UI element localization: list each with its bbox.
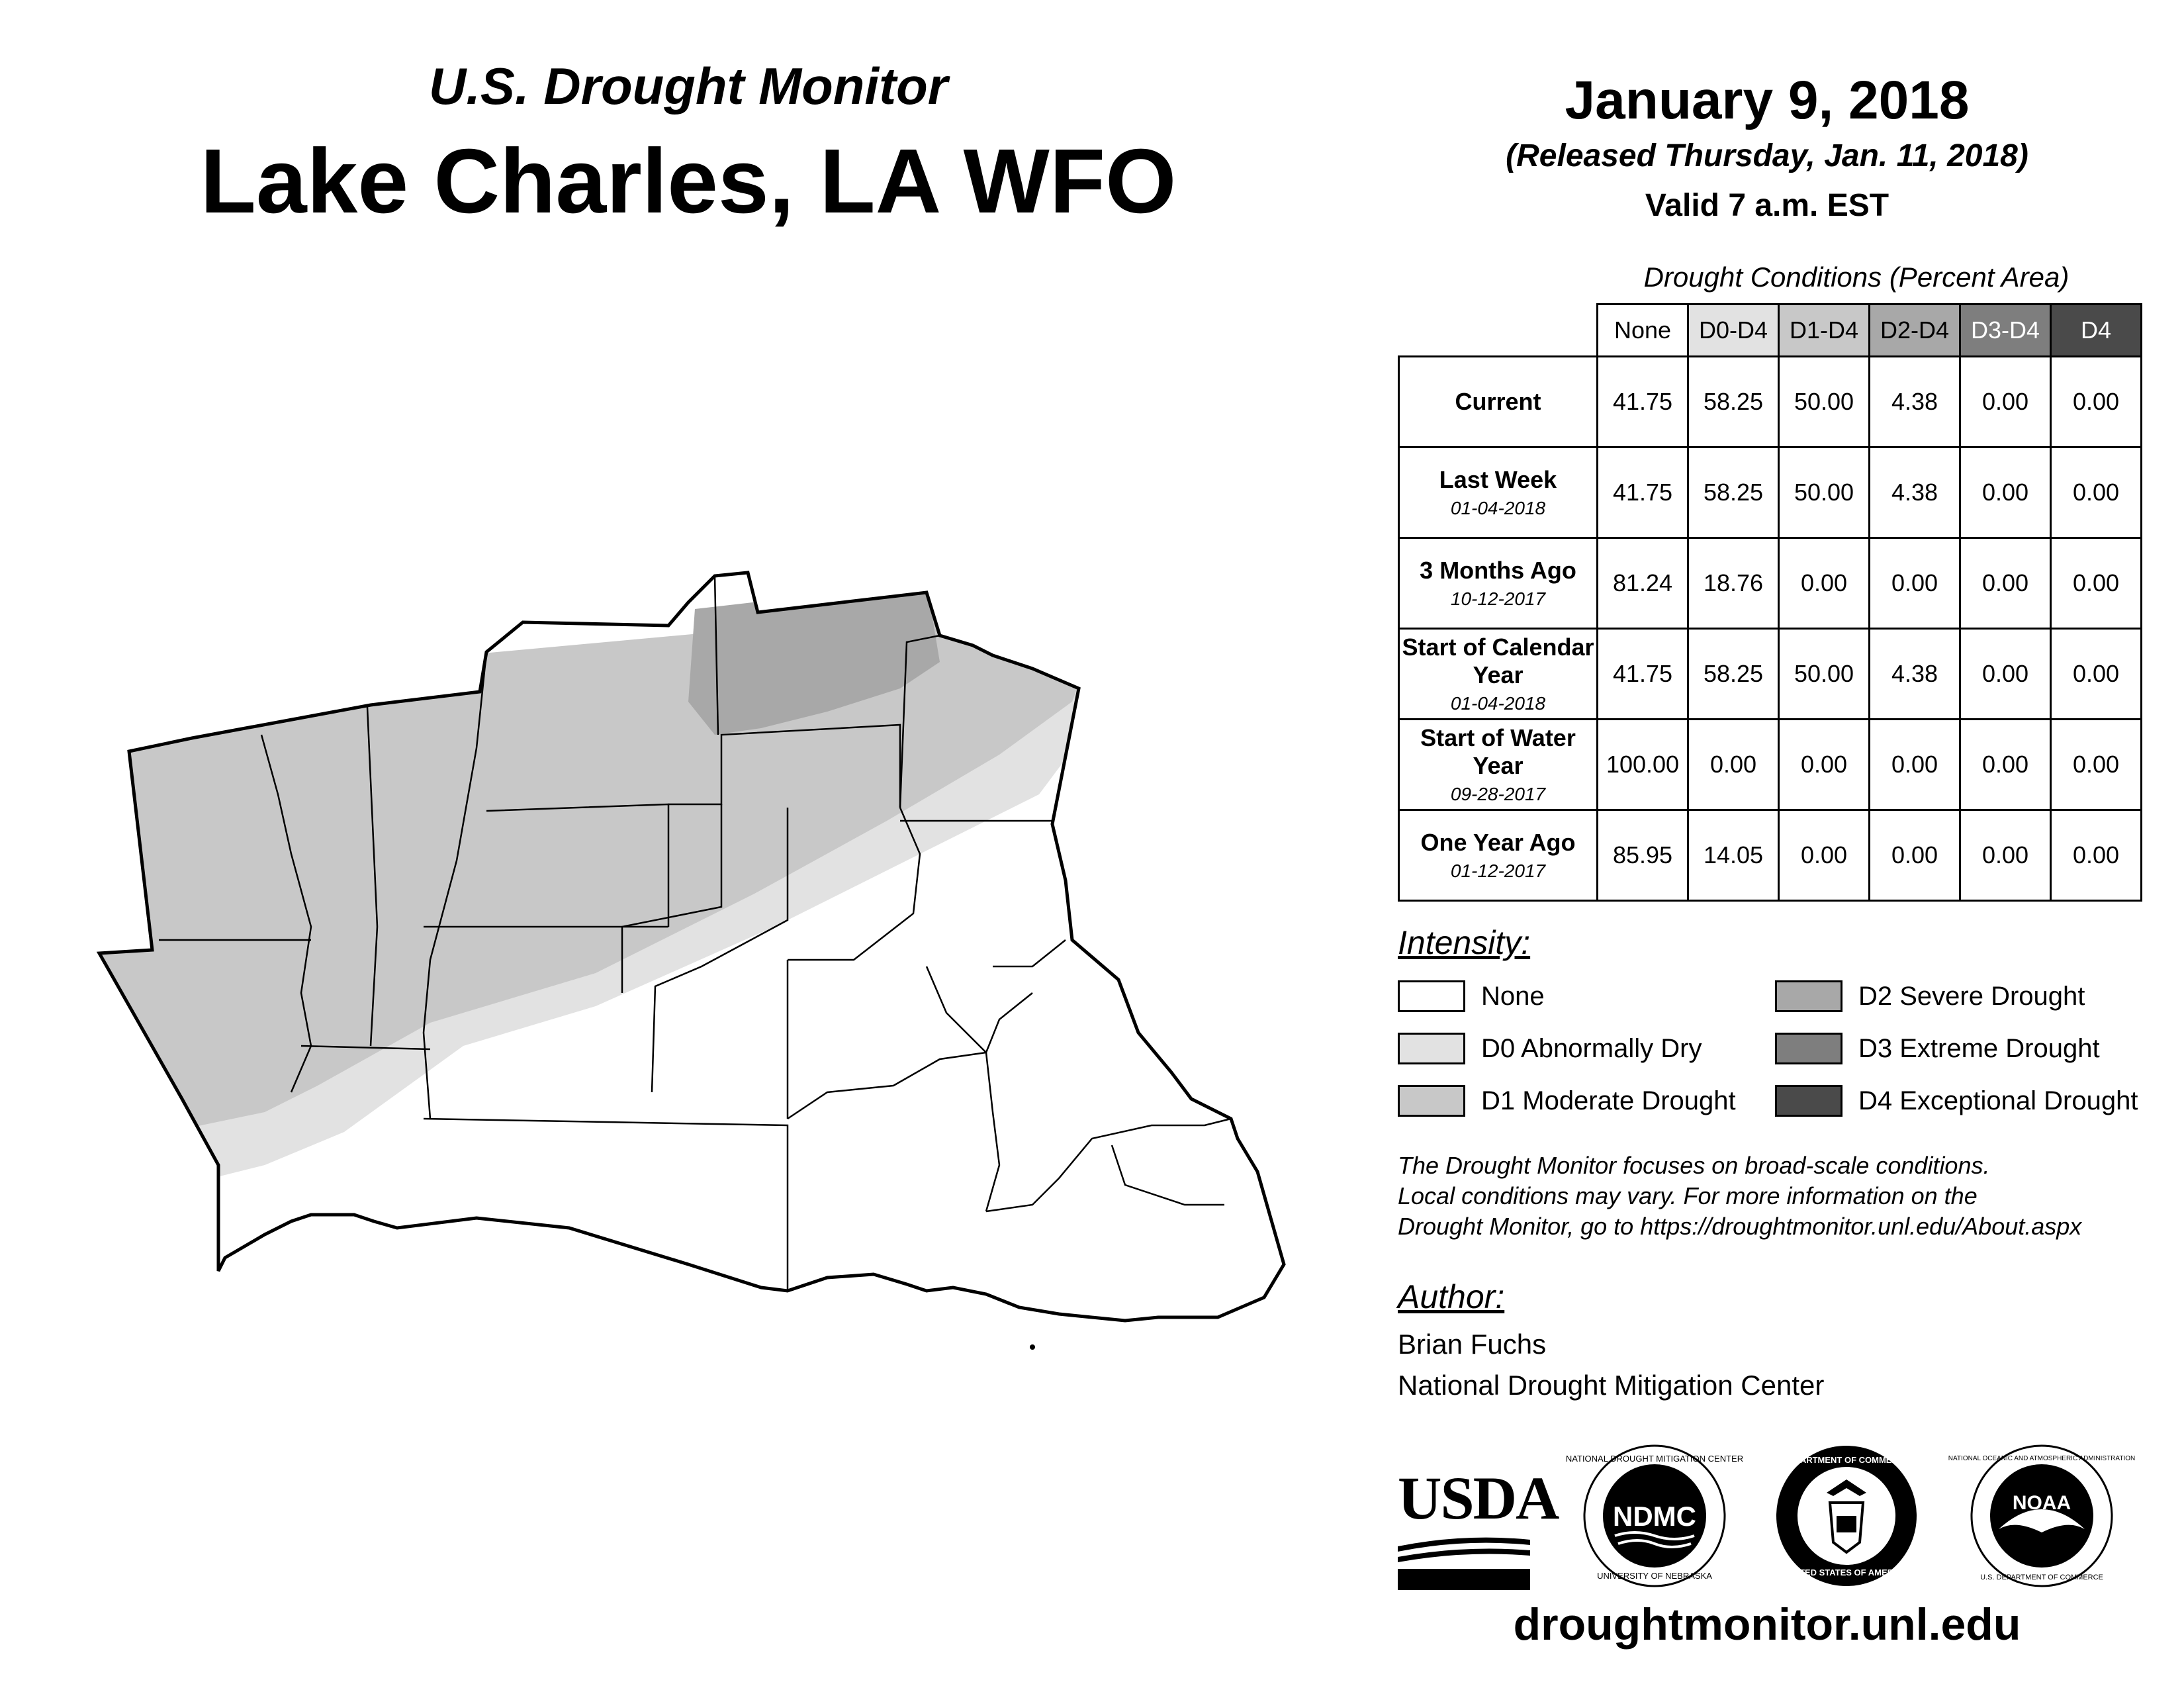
doc-ring-top: DEPARTMENT OF COMMERCE <box>1783 1455 1910 1465</box>
table-row <box>1399 720 2142 810</box>
note-line: Drought Monitor, go to https://droughtmonitor.unl.edu/About.aspx <box>1398 1213 2082 1240</box>
row-label <box>1399 720 1598 810</box>
legend-label: D4 Exceptional Drought <box>1858 1086 2138 1115</box>
row-label-text: Start of Water Year <box>1420 724 1576 779</box>
author-name: Brian Fuchs <box>1398 1329 1547 1360</box>
note-line: Local conditions may vary. For more information on the <box>1398 1182 1978 1209</box>
table-row <box>1399 810 2142 901</box>
ndmc-ring-top: NATIONAL DROUGHT MITIGATION CENTER <box>1565 1454 1744 1464</box>
row-label <box>1399 810 1598 901</box>
table-cell: 0.00 <box>1960 629 2051 720</box>
usda-logo-text: USDA <box>1398 1464 1559 1532</box>
table-cell: 0.00 <box>1870 720 1960 810</box>
col-header-d1-d4: D1-D4 <box>1779 305 1870 357</box>
legend-swatch <box>1775 1085 1843 1117</box>
row-label-text: Start of Calendar Year <box>1402 633 1594 688</box>
col-header-d4: D4 <box>2051 305 2142 357</box>
legend-swatch <box>1398 1085 1465 1117</box>
table-cell: 58.25 <box>1688 629 1779 720</box>
map-date: January 9, 2018 <box>1565 70 1970 130</box>
table-cell: 0.00 <box>1960 538 2051 629</box>
legend-item-d0 <box>1398 1030 1736 1067</box>
table-cell: 0.00 <box>2051 810 2142 901</box>
noaa-ring-top: NATIONAL OCEANIC AND ATMOSPHERIC ADMINISTRATION <box>1948 1455 2136 1462</box>
legend-right-column <box>1775 978 2138 1119</box>
table-cell: 0.00 <box>2051 720 2142 810</box>
table-row <box>1399 538 2142 629</box>
table-cell: 0.00 <box>2051 538 2142 629</box>
table-cell: 85.95 <box>1598 810 1688 901</box>
table-cell: 0.00 <box>1779 720 1870 810</box>
col-header-d2-d4: D2-D4 <box>1870 305 1960 357</box>
author-block <box>1398 1324 1824 1406</box>
table-cell: 100.00 <box>1598 720 1688 810</box>
map-title: Lake Charles, LA WFO <box>200 130 1177 232</box>
table-cell: 0.00 <box>2051 629 2142 720</box>
row-label <box>1399 447 1598 538</box>
table-cell: 0.00 <box>1779 810 1870 901</box>
table-cell: 0.00 <box>1960 810 2051 901</box>
table-row <box>1399 447 2142 538</box>
legend-label: None <box>1481 981 1545 1011</box>
table-cell: 41.75 <box>1598 629 1688 720</box>
ndmc-ring-bottom: UNIVERSITY OF NEBRASKA <box>1597 1571 1712 1581</box>
table-cell: 50.00 <box>1779 357 1870 447</box>
table-cell: 18.76 <box>1688 538 1779 629</box>
table-header-row <box>1399 305 2142 357</box>
legend-heading: Intensity: <box>1398 924 1531 961</box>
row-label <box>1399 629 1598 720</box>
legend-label: D1 Moderate Drought <box>1481 1086 1736 1115</box>
legend-label: D3 Extreme Drought <box>1858 1033 2100 1063</box>
row-label-text: Last Week <box>1439 466 1557 493</box>
drought-conditions-table <box>1398 303 2142 902</box>
author-heading: Author: <box>1398 1278 1505 1315</box>
table-cell: 0.00 <box>1960 720 2051 810</box>
legend-item-d2 <box>1775 978 2138 1015</box>
col-header-d3-d4: D3-D4 <box>1960 305 2051 357</box>
legend-left-column <box>1398 978 1736 1119</box>
legend-swatch <box>1775 1033 1843 1064</box>
row-label <box>1399 357 1598 447</box>
noaa-logo <box>1948 1443 2136 1589</box>
col-header-d0-d4: D0-D4 <box>1688 305 1779 357</box>
table-cell: 50.00 <box>1779 629 1870 720</box>
author-org: National Drought Mitigation Center <box>1398 1370 1825 1401</box>
legend-label: D0 Abnormally Dry <box>1481 1033 1702 1063</box>
note-line: The Drought Monitor focuses on broad-scale conditions. <box>1398 1152 1990 1179</box>
usda-logo <box>1398 1463 1559 1596</box>
table-cell: 0.00 <box>2051 447 2142 538</box>
table-cell: 4.38 <box>1870 447 1960 538</box>
row-label <box>1399 538 1598 629</box>
table-cell: 0.00 <box>1960 357 2051 447</box>
noaa-ring-bottom: U.S. DEPARTMENT OF COMMERCE <box>1980 1573 2103 1581</box>
map-subtitle: U.S. Drought Monitor <box>428 57 948 115</box>
table-cell: 58.25 <box>1688 357 1779 447</box>
table-cell: 50.00 <box>1779 447 1870 538</box>
legend-item-d1 <box>1398 1082 1736 1119</box>
row-date: 09-28-2017 <box>1450 784 1546 804</box>
table-cell: 81.24 <box>1598 538 1688 629</box>
noaa-logo-text: NOAA <box>2012 1492 2071 1514</box>
row-label-text: One Year Ago <box>1420 829 1576 856</box>
table-cell: 14.05 <box>1688 810 1779 901</box>
table-cell: 0.00 <box>1688 720 1779 810</box>
legend-item-none <box>1398 978 1736 1015</box>
release-date: (Released Thursday, Jan. 11, 2018) <box>1506 138 2028 173</box>
table-cell: 4.38 <box>1870 357 1960 447</box>
legend-swatch <box>1775 980 1843 1012</box>
legend-label: D2 Severe Drought <box>1858 981 2085 1011</box>
row-date: 10-12-2017 <box>1450 588 1546 609</box>
table-cell: 58.25 <box>1688 447 1779 538</box>
row-date: 01-04-2018 <box>1450 693 1546 714</box>
table-caption: Drought Conditions (Percent Area) <box>1643 261 2070 293</box>
table-cell: 0.00 <box>2051 357 2142 447</box>
table-cell: 0.00 <box>1960 447 2051 538</box>
legend-item-d3 <box>1775 1030 2138 1067</box>
table-cell: 0.00 <box>1870 538 1960 629</box>
ndmc-logo-text: NDMC <box>1613 1501 1696 1532</box>
row-date: 01-04-2018 <box>1450 498 1546 518</box>
table-row <box>1399 629 2142 720</box>
legend-swatch <box>1398 980 1465 1012</box>
col-header-none: None <box>1598 305 1688 357</box>
table-cell: 0.00 <box>1870 810 1960 901</box>
row-date: 01-12-2017 <box>1450 861 1546 881</box>
valid-time: Valid 7 a.m. EST <box>1645 188 1889 223</box>
usda-logo-graphic <box>1398 1533 1530 1593</box>
disclaimer-note <box>1398 1150 2081 1242</box>
table-cell: 41.75 <box>1598 357 1688 447</box>
legend-item-d4 <box>1775 1082 2138 1119</box>
doc-seal-logo <box>1774 1443 1919 1589</box>
ndmc-logo <box>1565 1443 1744 1589</box>
table-corner <box>1399 305 1598 357</box>
table-cell: 0.00 <box>1779 538 1870 629</box>
table-row <box>1399 357 2142 447</box>
legend-swatch <box>1398 1033 1465 1064</box>
footer-url-link[interactable]: droughtmonitor.unl.edu <box>1513 1599 2021 1650</box>
doc-ring-bottom: UNITED STATES OF AMERICA <box>1784 1568 1909 1577</box>
row-label-text: Current <box>1455 388 1541 415</box>
table-cell: 4.38 <box>1870 629 1960 720</box>
table-cell: 41.75 <box>1598 447 1688 538</box>
row-label-text: 3 Months Ago <box>1420 557 1576 584</box>
